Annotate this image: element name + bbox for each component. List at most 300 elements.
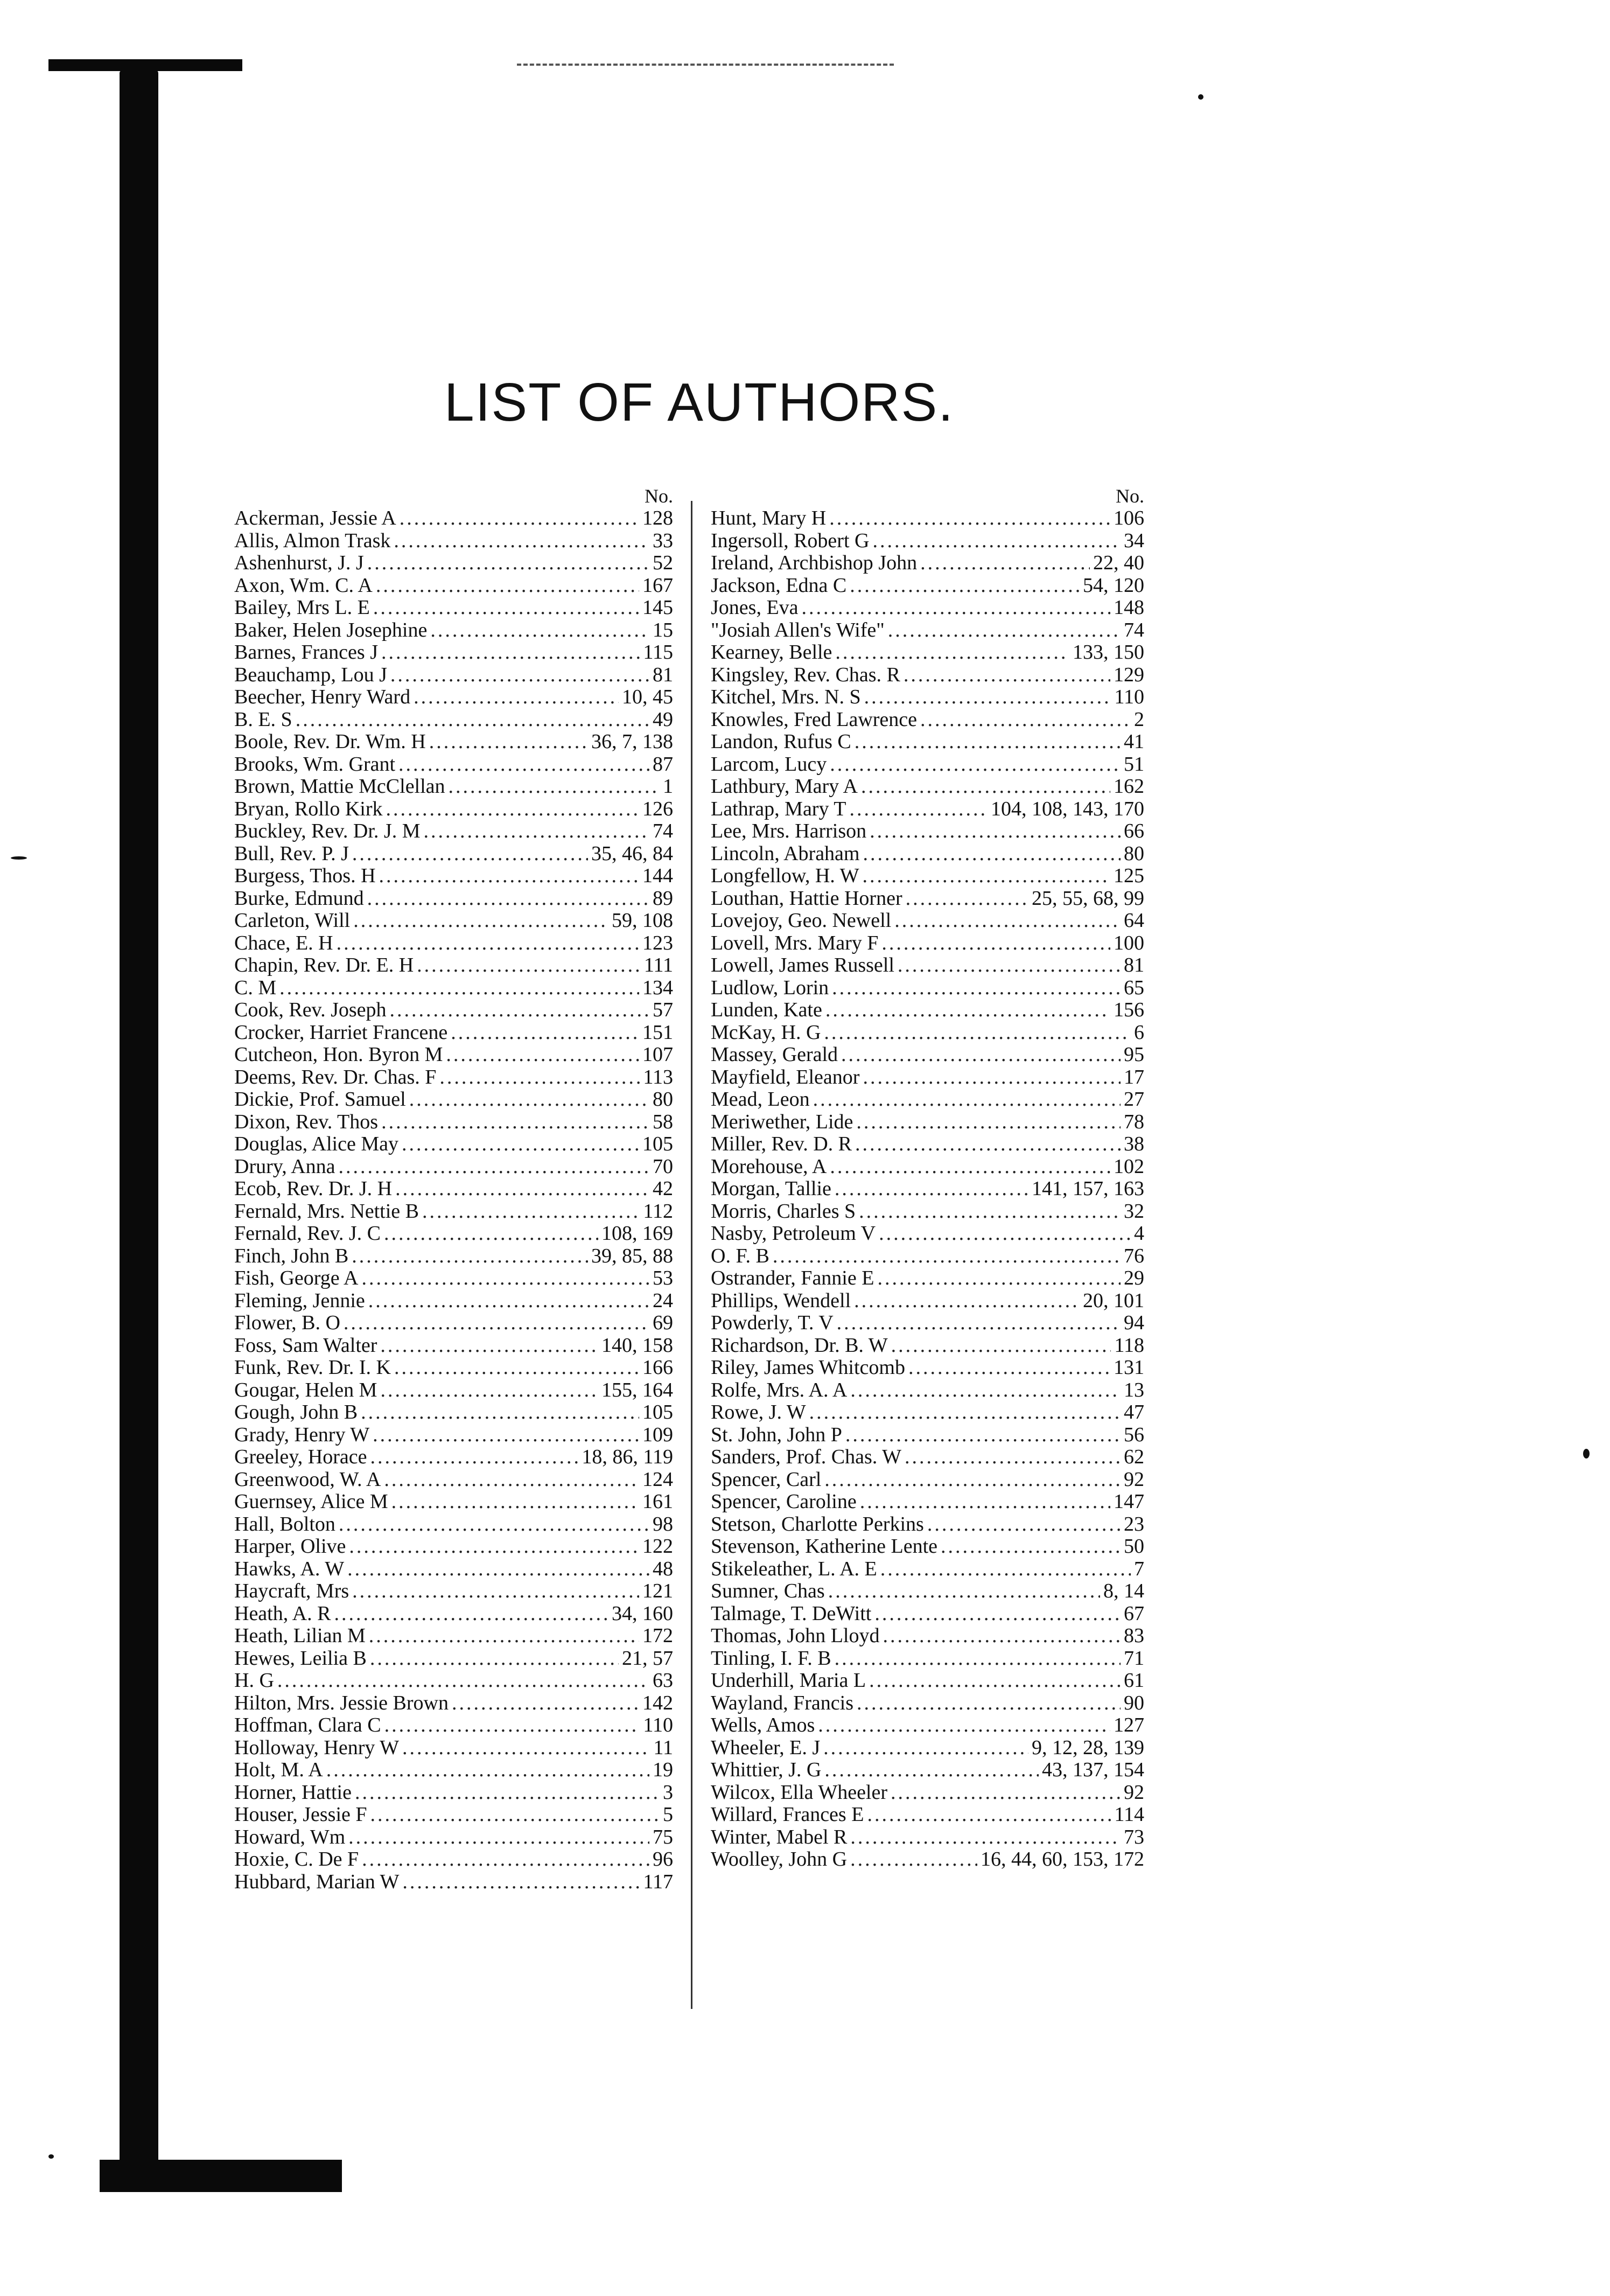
selection-number: 69: [653, 1312, 673, 1334]
dot-leader: [361, 1401, 639, 1424]
author-entry: [234, 1536, 673, 1558]
author-name: Ackerman, Jessie A: [234, 507, 396, 529]
author-name: Massey, Gerald: [711, 1044, 838, 1066]
author-name: Knowles, Fred Lawrence: [711, 708, 918, 731]
selection-number: 63: [653, 1670, 673, 1692]
author-entry: [234, 843, 673, 866]
author-name: Richardson, Dr. B. W: [711, 1334, 888, 1357]
selection-number: 41: [1124, 731, 1144, 753]
selection-number: 22, 40: [1093, 552, 1144, 574]
author-entry: [711, 507, 1144, 530]
selection-number: 36, 7, 138: [591, 731, 673, 753]
author-entry: [711, 753, 1144, 776]
author-name: Miller, Rev. D. R: [711, 1133, 852, 1155]
selection-number: 54, 120: [1083, 574, 1144, 597]
author-name: Thomas, John Lloyd: [711, 1625, 880, 1647]
dot-leader: [832, 977, 1121, 1000]
selection-number: 128: [642, 507, 673, 529]
author-entry: [711, 1603, 1144, 1625]
selection-number: 102: [1114, 1155, 1144, 1178]
author-name: Sumner, Chas: [711, 1580, 825, 1602]
author-entry: [234, 1804, 673, 1826]
dot-leader: [326, 1759, 649, 1782]
author-entry: [234, 1648, 673, 1670]
author-entry: [711, 999, 1144, 1022]
dot-leader: [355, 1782, 660, 1804]
dot-leader: [368, 1290, 649, 1313]
selection-number: 167: [642, 574, 673, 597]
dot-leader: [391, 1491, 639, 1513]
author-name: Stikeleather, L. A. E: [711, 1558, 877, 1580]
dot-leader: [872, 530, 1121, 553]
selection-number: 155, 164: [601, 1379, 673, 1401]
dot-leader: [384, 1714, 640, 1737]
dot-leader: [339, 1513, 649, 1536]
dot-leader: [841, 1044, 1121, 1066]
author-name: Fish, George A: [234, 1267, 359, 1289]
dot-leader: [850, 575, 1080, 597]
binding-bar: [120, 70, 158, 2189]
author-entry: [234, 1446, 673, 1469]
dot-leader: [381, 1111, 649, 1134]
selection-number: 39, 85, 88: [591, 1245, 673, 1267]
author-entry: [711, 1066, 1144, 1089]
selection-number: 74: [653, 820, 673, 842]
author-name: Houser, Jessie F: [234, 1804, 367, 1826]
dot-leader: [380, 1379, 598, 1402]
author-name: Drury, Anna: [234, 1155, 335, 1178]
author-name: Burke, Edmund: [234, 887, 364, 910]
author-entry: [711, 910, 1144, 932]
dot-leader: [394, 530, 649, 553]
dot-leader: [369, 1625, 639, 1648]
selection-number: 67: [1124, 1602, 1144, 1625]
author-name: Ingersoll, Robert G: [711, 529, 870, 552]
selection-number: 129: [1114, 664, 1144, 686]
author-name: Harper, Olive: [234, 1536, 346, 1558]
author-name: Wells, Amos: [711, 1714, 815, 1736]
author-entry: [234, 575, 673, 597]
selection-number: 141, 157, 163: [1032, 1178, 1144, 1200]
author-name: Lovejoy, Geo. Newell: [711, 910, 892, 932]
author-name: Wilcox, Ella Wheeler: [711, 1781, 888, 1804]
dot-leader: [835, 1648, 1121, 1670]
author-entry: [711, 1513, 1144, 1536]
author-entry: [711, 1759, 1144, 1782]
dot-leader: [452, 1692, 639, 1715]
author-entry: [234, 820, 673, 843]
author-entry: [711, 776, 1144, 798]
dot-leader: [809, 1401, 1121, 1424]
author-name: Heath, A. R: [234, 1602, 331, 1625]
selection-number: 64: [1124, 910, 1144, 932]
selection-number: 21, 57: [622, 1647, 673, 1670]
selection-number: 110: [643, 1714, 673, 1736]
number-column-header: No.: [645, 485, 673, 507]
dot-leader: [850, 798, 988, 821]
author-entry: [234, 1133, 673, 1156]
author-entry: [234, 1469, 673, 1491]
dot-leader: [927, 1513, 1121, 1536]
author-entry: [234, 1603, 673, 1625]
dot-leader: [824, 1469, 1121, 1491]
selection-number: 17: [1124, 1066, 1144, 1088]
binding-bar-bottom: [100, 2160, 342, 2192]
scan-artifact-line: [517, 64, 894, 66]
selection-number: 166: [642, 1357, 673, 1379]
selection-number: 58: [653, 1111, 673, 1133]
dot-leader: [906, 888, 1028, 910]
author-entry: [711, 1267, 1144, 1290]
author-name: Nasby, Petroleum V: [711, 1223, 876, 1245]
author-entry: [234, 1267, 673, 1290]
author-name: Lincoln, Abraham: [711, 842, 860, 865]
dot-leader: [373, 1424, 639, 1447]
author-name: Hewes, Leilia B: [234, 1647, 367, 1670]
selection-number: 83: [1124, 1625, 1144, 1647]
dot-leader: [874, 1603, 1121, 1625]
dot-leader: [894, 910, 1121, 932]
author-entry: [711, 1133, 1144, 1156]
author-entry: [234, 1178, 673, 1201]
selection-number: 11: [653, 1736, 673, 1759]
author-name: Kearney, Belle: [711, 641, 832, 664]
selection-number: 24: [653, 1289, 673, 1312]
authors-column-right: [711, 485, 1144, 1871]
dot-leader: [863, 1066, 1121, 1089]
author-name: Ireland, Archbishop John: [711, 552, 918, 574]
author-entry: [711, 1648, 1144, 1670]
author-entry: [234, 507, 673, 530]
selection-number: 35, 46, 84: [591, 842, 673, 865]
author-name: Talmage, T. DeWitt: [711, 1602, 872, 1625]
author-name: Woolley, John G: [711, 1848, 848, 1871]
dot-leader: [422, 1201, 640, 1223]
author-entry: [711, 954, 1144, 977]
selection-number: 13: [1124, 1379, 1144, 1401]
author-name: Buckley, Rev. Dr. J. M: [234, 820, 421, 842]
author-entry: [711, 1491, 1144, 1513]
author-entry: [711, 552, 1144, 575]
author-entry: [234, 888, 673, 910]
dot-leader: [424, 820, 650, 843]
scan-speck: [48, 2154, 54, 2159]
author-name: Carleton, Will: [234, 910, 351, 932]
author-entry: [234, 1714, 673, 1737]
dot-leader: [867, 1804, 1111, 1826]
selection-number: 15: [653, 619, 673, 641]
selection-number: 131: [1114, 1357, 1144, 1379]
selection-number: 172: [642, 1625, 673, 1647]
selection-number: 18, 86, 119: [582, 1446, 673, 1468]
selection-number: 71: [1124, 1647, 1144, 1670]
author-entry: [711, 1737, 1144, 1760]
author-entry: [234, 1625, 673, 1648]
selection-number: 43, 137, 154: [1042, 1759, 1144, 1781]
dot-leader: [877, 1267, 1121, 1290]
dot-leader: [898, 954, 1121, 977]
binding-bar-top: [48, 59, 242, 71]
author-name: Ostrander, Fannie E: [711, 1267, 874, 1289]
author-name: McKay, H. G: [711, 1021, 821, 1044]
dot-leader: [370, 1446, 578, 1469]
dot-leader: [828, 1580, 1100, 1603]
author-name: Lowell, James Russell: [711, 954, 894, 976]
author-name: Hunt, Mary H: [711, 507, 827, 529]
author-entry: [711, 1804, 1144, 1826]
selection-number: 1: [663, 776, 673, 798]
author-entry: [234, 798, 673, 821]
selection-number: 5: [663, 1804, 673, 1826]
selection-number: 66: [1124, 820, 1144, 842]
dot-leader: [348, 1826, 649, 1849]
author-name: Holloway, Henry W: [234, 1736, 400, 1759]
dot-leader: [830, 753, 1121, 776]
dot-leader: [449, 776, 660, 798]
scan-speck: [11, 856, 27, 860]
selection-number: 70: [653, 1155, 673, 1178]
dot-leader: [337, 932, 639, 955]
selection-number: 2: [1134, 708, 1144, 731]
selection-number: 95: [1124, 1044, 1144, 1066]
selection-number: 48: [653, 1558, 673, 1580]
dot-leader: [352, 1245, 588, 1268]
author-name: Louthan, Hattie Horner: [711, 887, 902, 910]
selection-number: 156: [1114, 999, 1144, 1021]
selection-number: 16, 44, 60, 153, 172: [981, 1848, 1144, 1871]
author-entry: [234, 1088, 673, 1111]
selection-number: 161: [642, 1491, 673, 1513]
author-name: Kitchel, Mrs. N. S: [711, 686, 861, 708]
dot-leader: [824, 1022, 1131, 1044]
author-entry: [711, 597, 1144, 619]
author-name: Deems, Rev. Dr. Chas. F: [234, 1066, 437, 1088]
author-name: Longfellow, H. W: [711, 865, 859, 887]
selection-number: 42: [653, 1178, 673, 1200]
author-entry: [711, 1044, 1144, 1066]
selection-number: 80: [653, 1088, 673, 1111]
author-name: Brown, Mattie McClellan: [234, 776, 445, 798]
dot-leader: [370, 1648, 619, 1670]
author-entry: [234, 1379, 673, 1402]
author-name: Hawks, A. W: [234, 1558, 345, 1580]
dot-leader: [880, 1558, 1131, 1581]
selection-number: 19: [653, 1759, 673, 1781]
author-entry: [234, 1826, 673, 1849]
dot-leader: [861, 776, 1110, 798]
author-name: Chapin, Rev. Dr. E. H: [234, 954, 414, 976]
dot-leader: [830, 1156, 1110, 1178]
author-name: Crocker, Harriet Francene: [234, 1021, 448, 1044]
selection-number: 78: [1124, 1111, 1144, 1133]
dot-leader: [941, 1536, 1121, 1558]
dot-leader: [879, 1223, 1131, 1245]
author-name: Hall, Bolton: [234, 1513, 335, 1536]
author-entry: [711, 1469, 1144, 1491]
author-name: Landon, Rufus C: [711, 731, 851, 753]
author-name: B. E. S: [234, 708, 292, 731]
author-name: Baker, Helen Josephine: [234, 619, 428, 641]
author-entry: [234, 731, 673, 753]
selection-number: 47: [1124, 1401, 1144, 1423]
author-entry: [234, 1223, 673, 1245]
dot-leader: [883, 1625, 1121, 1648]
author-name: Ludlow, Lorin: [711, 976, 829, 999]
author-name: Bryan, Rollo Kirk: [234, 798, 383, 820]
selection-number: 125: [1114, 865, 1144, 887]
selection-number: 98: [653, 1513, 673, 1536]
dot-leader: [417, 954, 641, 977]
author-entry: [711, 1782, 1144, 1804]
author-entry: [711, 1625, 1144, 1648]
selection-number: 34, 160: [612, 1602, 673, 1625]
selection-number: 121: [642, 1580, 673, 1602]
author-entry: [234, 1737, 673, 1760]
selection-number: 114: [1114, 1804, 1144, 1826]
author-name: Greeley, Horace: [234, 1446, 367, 1468]
dot-leader: [344, 1312, 649, 1335]
dot-leader: [850, 1379, 1121, 1402]
dot-leader: [860, 1491, 1110, 1513]
selection-number: 105: [642, 1133, 673, 1155]
author-name: Flower, B. O: [234, 1312, 340, 1334]
author-entry: [711, 1692, 1144, 1715]
selection-number: 8, 14: [1103, 1580, 1144, 1602]
author-entry: [234, 1312, 673, 1335]
dot-leader: [339, 1156, 650, 1178]
author-entry: [711, 641, 1144, 664]
author-name: Tinling, I. F. B: [711, 1647, 831, 1670]
dot-leader: [855, 1133, 1121, 1156]
selection-number: 123: [642, 932, 673, 954]
author-entry: [711, 1312, 1144, 1335]
author-entry: [711, 1088, 1144, 1111]
selection-number: 112: [643, 1200, 673, 1223]
selection-number: 105: [642, 1401, 673, 1423]
author-entry: [711, 1111, 1144, 1134]
dot-leader: [279, 977, 639, 1000]
author-name: Lathrap, Mary T: [711, 798, 846, 820]
selection-number: 29: [1124, 1267, 1144, 1289]
author-entry: [711, 1714, 1144, 1737]
author-name: Ecob, Rev. Dr. J. H: [234, 1178, 393, 1200]
selection-number: 148: [1114, 597, 1144, 619]
author-name: Willard, Frances E: [711, 1804, 864, 1826]
selection-number: 57: [653, 999, 673, 1021]
author-name: Lee, Mrs. Harrison: [711, 820, 867, 842]
author-entry: [711, 1245, 1144, 1268]
author-entry: [711, 843, 1144, 866]
selection-number: 76: [1124, 1245, 1144, 1267]
dot-leader: [829, 507, 1110, 530]
dot-leader: [870, 820, 1121, 843]
dot-leader: [835, 1178, 1028, 1201]
dot-leader: [835, 641, 1069, 664]
selection-number: 162: [1114, 776, 1144, 798]
dot-leader: [380, 1335, 598, 1357]
author-name: Guernsey, Alice M: [234, 1491, 388, 1513]
selection-number: 133, 150: [1073, 641, 1144, 664]
author-name: Jones, Eva: [711, 597, 799, 619]
dot-leader: [402, 1133, 639, 1156]
dot-leader: [296, 709, 649, 731]
selection-number: 134: [642, 976, 673, 999]
dot-leader: [859, 1201, 1121, 1223]
author-name: Holt, M. A: [234, 1759, 323, 1781]
selection-number: 25, 55, 68, 99: [1032, 887, 1144, 910]
dot-leader: [381, 641, 640, 664]
dot-leader: [920, 709, 1131, 731]
selection-number: 3: [663, 1781, 673, 1804]
author-entry: [711, 820, 1144, 843]
dot-leader: [813, 1088, 1121, 1111]
author-name: Allis, Almon Trask: [234, 529, 391, 552]
author-name: Haycraft, Mrs: [234, 1580, 349, 1602]
author-entry: [234, 977, 673, 1000]
author-entry: [711, 1357, 1144, 1379]
selection-number: 34: [1124, 529, 1144, 552]
dot-leader: [430, 619, 649, 642]
dot-leader: [390, 999, 649, 1022]
author-entry: [711, 1424, 1144, 1447]
dot-leader: [845, 1424, 1121, 1447]
author-name: Cutcheon, Hon. Byron M: [234, 1044, 443, 1066]
dot-leader: [414, 686, 619, 709]
dot-leader: [390, 664, 649, 687]
page-title: LIST OF AUTHORS.: [444, 372, 954, 432]
author-entry: [234, 1670, 673, 1692]
author-name: Burgess, Thos. H: [234, 865, 376, 887]
author-entry: [234, 999, 673, 1022]
author-name: Bailey, Mrs L. E: [234, 597, 370, 619]
selection-number: 74: [1124, 619, 1144, 641]
author-name: Boole, Rev. Dr. Wm. H: [234, 731, 426, 753]
selection-number: 53: [653, 1267, 673, 1289]
author-name: Douglas, Alice May: [234, 1133, 399, 1155]
selection-number: 38: [1124, 1133, 1144, 1155]
dot-leader: [386, 798, 639, 821]
author-name: Chace, E. H: [234, 932, 333, 954]
selection-number: 27: [1124, 1088, 1144, 1111]
dot-leader: [891, 1335, 1111, 1357]
author-name: Spencer, Carl: [711, 1468, 822, 1491]
author-entry: [711, 1201, 1144, 1223]
dot-leader: [854, 1290, 1080, 1313]
selection-number: 81: [653, 664, 673, 686]
author-entry: [711, 977, 1144, 1000]
dot-leader: [347, 1558, 649, 1581]
author-name: Horner, Hattie: [234, 1781, 352, 1804]
author-entry: [711, 1580, 1144, 1603]
author-name: Stevenson, Katherine Lente: [711, 1536, 938, 1558]
author-entry: [711, 1536, 1144, 1558]
author-entry: [711, 1558, 1144, 1581]
selection-number: 115: [643, 641, 673, 664]
dot-leader: [400, 507, 639, 530]
author-name: Foss, Sam Walter: [234, 1334, 377, 1357]
dot-leader: [362, 1848, 649, 1871]
dot-leader: [277, 1670, 649, 1692]
dot-leader: [376, 575, 639, 597]
dot-leader: [367, 888, 649, 910]
dot-leader: [824, 1759, 1039, 1782]
dot-leader: [863, 843, 1121, 866]
selection-number: 96: [653, 1848, 673, 1871]
author-entry: [234, 1424, 673, 1447]
author-list-left: [234, 507, 673, 1893]
author-entry: [711, 1826, 1144, 1849]
selection-number: 151: [642, 1021, 673, 1044]
